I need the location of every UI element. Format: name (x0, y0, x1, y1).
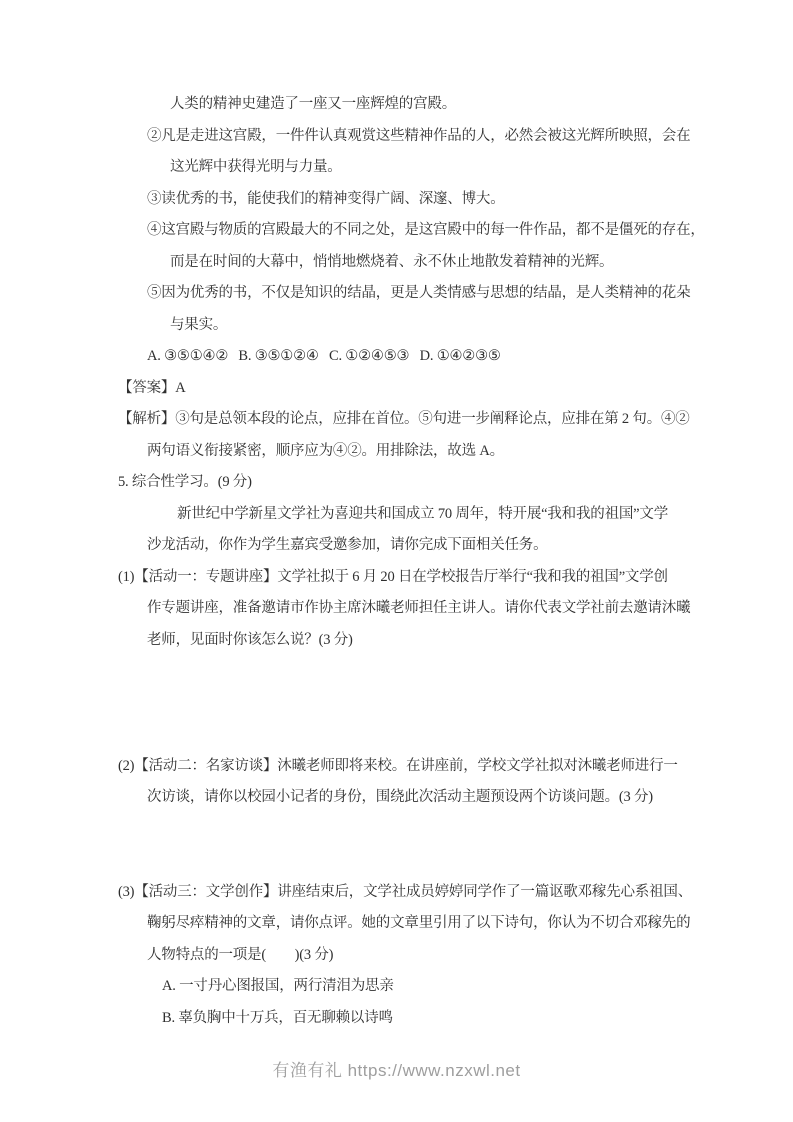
text-line: ②凡是走进这宫殿，一件件认真观赏这些精神作品的人，必然会被这光辉所映照，会在 (147, 127, 691, 144)
text-line: 【答案】A (118, 379, 186, 396)
text-line: 新世纪中学新星文学社为喜迎共和国成立 70 周年，特开展“我和我的祖国”文学 (177, 505, 669, 522)
text-line: 沙龙活动，你作为学生嘉宾受邀参加，请你完成下面相关任务。 (147, 537, 548, 553)
text-line: 与果实。 (170, 316, 228, 333)
text-line: 【解析】③句是总领本段的论点，应排在首位。⑤句进一步阐释论点，应排在第 2 句。④② (118, 411, 690, 427)
text-line: 次访谈，请你以校园小记者的身份，围绕此次活动主题预设两个访谈问题。(3 分) (147, 789, 653, 805)
text-line: 人类的精神史建造了一座又一座辉煌的宫殿。 (170, 96, 456, 112)
text-line: ④这宫殿与物质的宫殿最大的不同之处，是这宫殿中的每一件作品，都不是僵死的存在， (147, 222, 705, 238)
text-line: 这光辉中获得光明与力量。 (170, 159, 342, 175)
text-line: 作专题讲座，准备邀请市作协主席沐曦老师担任主讲人。请你代表文学社前去邀请沐曦 (147, 600, 691, 616)
text-line: (2)【活动二：名家访谈】沐曦老师即将来校。在讲座前，学校文学社拟对沐曦老师进行一 (118, 757, 678, 774)
text-line: B. 辜负胸中十万兵，百无聊赖以诗鸣 (162, 1009, 393, 1026)
text-line: (1)【活动一：专题讲座】文学社拟于 6 月 20 日在学校报告厅举行“我和我的祖国”文学创 (118, 568, 668, 585)
text-line: 老师，见面时你该怎么说？(3 分) (147, 631, 353, 648)
text-line: A. 一寸丹心图报国，两行清泪为思亲 (162, 978, 394, 994)
text-line: 5. 综合性学习。(9 分) (118, 474, 252, 490)
text-line: ③读优秀的书，能使我们的精神变得广阔、深邃、博大。 (147, 190, 505, 207)
text-line: 两句语义衔接紧密，顺序应为④②。用排除法，故选 A。 (147, 442, 504, 459)
text-line: (3)【活动三：文学创作】讲座结束后，文学社成员婷婷同学作了一篇讴歌邓稼先心系祖国、 (118, 883, 693, 900)
document-lines (0, 89, 793, 1034)
text-line: ⑤因为优秀的书，不仅是知识的结晶，更是人类情感与思想的结晶，是人类精神的花朵 (147, 285, 691, 301)
text-line: 鞠躬尽瘁精神的文章，请你点评。她的文章里引用了以下诗句，你认为不切合邓稼先的 (147, 915, 691, 931)
text-line: 而是在时间的大幕中，悄悄地燃烧着、永不休止地散发着精神的光辉。 (170, 253, 614, 270)
text-line: 人物特点的一项是( )(3 分) (147, 946, 334, 963)
footer-watermark: 有渔有礼 https://www.nzxwl.net (272, 1061, 521, 1080)
text-line: A. ③⑤①④② B. ③⑤①②④ C. ①②④⑤③ D. ①④②③⑤ (147, 348, 501, 364)
